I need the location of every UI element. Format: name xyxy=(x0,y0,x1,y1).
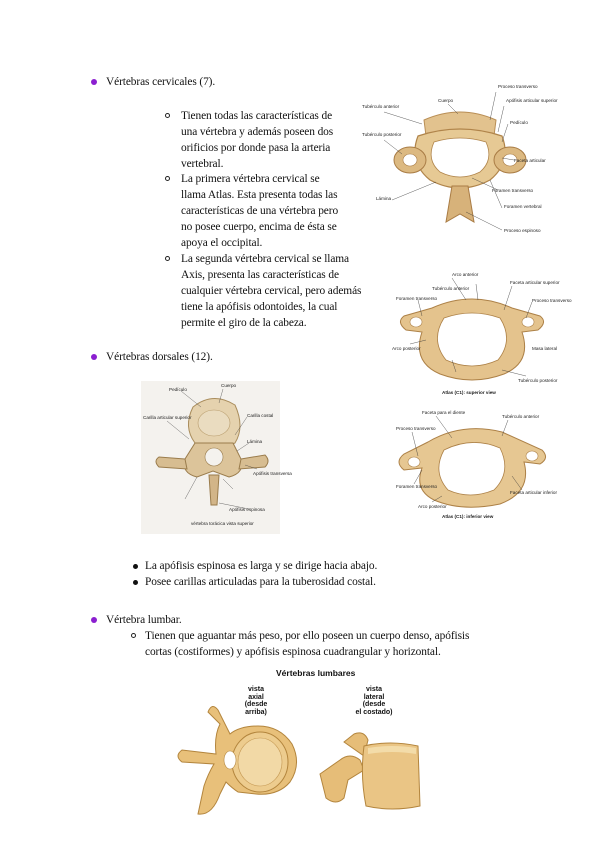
label: Tubérculo anterior xyxy=(432,286,470,291)
heading-lumbar: Vértebra lumbar. xyxy=(106,614,182,626)
label: Pedículo xyxy=(510,120,528,125)
label: Tubérculo posterior xyxy=(362,132,402,137)
atlas-superior-caption: Atlas (C1): superior view xyxy=(442,390,496,395)
atlas-inferior-caption: Atlas (C1): inferior view xyxy=(442,514,494,519)
label: Tubérculo anterior xyxy=(502,414,540,419)
cervical-item-1: Tienen todas las características de una vértebra y además poseen dos orificios por donde pasa la arteria vertebral. xyxy=(181,110,334,170)
label: Arco posterior xyxy=(392,346,421,351)
figure-cervical-vertebra xyxy=(362,82,560,237)
figure-thoracic-vertebra xyxy=(141,381,292,534)
label: Foramen transverso xyxy=(492,188,534,193)
figure-lumbar-vertebrae xyxy=(168,664,436,828)
sub-bullet xyxy=(165,113,170,118)
cervical-item-2: La primera vértebra cervical se llama Atlas. Esta presenta todas las características de una vértebra pero no posee cuerpo, encima de ésta se apoya el occipital. xyxy=(181,173,339,249)
lumbar-item-1: Tienen que aguantar más peso, por ello poseen un cuerpo denso, apófisis cortas (costiformes) y apófisis espinosa cuadrangular y horizontal. xyxy=(145,630,470,658)
label: Faceta para el diente xyxy=(422,410,466,415)
cervical-item-3: La segunda vértebra cervical se llama Axis, presenta las características de cualquier vértebra cervical, pero además tiene la apófisis odontoides, la cual permite el giro de la cabeza. xyxy=(181,253,362,329)
label: Foramen vertebral xyxy=(504,204,542,209)
label: Carilla costal xyxy=(247,413,274,418)
label: Faceta articular superior xyxy=(510,280,560,285)
label: Foramen transverso xyxy=(396,484,438,489)
sub-bullet xyxy=(131,633,136,638)
heading-dorsal: Vértebras dorsales (12). xyxy=(106,351,213,363)
bullet-dorsal xyxy=(91,354,97,360)
sub-bullet xyxy=(165,256,170,261)
lumbar-illustration xyxy=(168,664,436,828)
label: Arco anterior xyxy=(452,272,479,277)
lumbar-lateral-view xyxy=(320,733,420,809)
label: Proceso transverso xyxy=(532,298,572,303)
lumbar-figure-title: Vértebras lumbares xyxy=(276,668,356,678)
label: Cuerpo xyxy=(438,98,454,103)
label: Apófisis transversa xyxy=(253,471,292,476)
lumbar-axial-view xyxy=(178,706,297,814)
label: Tubérculo posterior xyxy=(518,378,558,383)
label: Cuerpo xyxy=(221,383,237,388)
label: Faceta articular xyxy=(514,158,546,163)
label: Proceso transverso xyxy=(396,426,436,431)
dorsal-item-2: Posee carillas articuladas para la tuberosidad costal. xyxy=(145,576,376,588)
figure-caption: vértebra torácica vista superior xyxy=(191,521,254,526)
label: Apófisis articular superior xyxy=(506,98,558,103)
label: Arco posterior xyxy=(418,504,447,509)
sub-bullet xyxy=(165,176,170,181)
figure-atlas-inferior xyxy=(392,410,557,522)
bullet xyxy=(133,564,138,569)
lateral-view-label: vista lateral (desde el costado) xyxy=(355,686,393,716)
dorsal-item-1: La apófisis espinosa es larga y se dirige hacia abajo. xyxy=(145,560,378,572)
label: Lámina xyxy=(376,196,392,201)
label: Pedículo xyxy=(169,387,187,392)
label: Tubérculo anterior xyxy=(362,104,400,109)
label: Lámina xyxy=(247,439,263,444)
figure-atlas-superior xyxy=(392,270,572,400)
label: Foramen transverso xyxy=(396,296,438,301)
bullet-lumbar xyxy=(91,617,97,623)
label: Masa lateral xyxy=(532,346,558,351)
label: Proceso espinoso xyxy=(504,228,541,233)
label: Proceso transverso xyxy=(498,84,538,89)
axial-view-label: vista axial (desde arriba) xyxy=(244,686,268,716)
heading-cervical: Vértebras cervicales (7). xyxy=(106,76,216,88)
label: Carilla articular superior xyxy=(143,415,192,420)
label: Apófisis espinosa xyxy=(229,507,265,512)
bullet-cervical xyxy=(91,79,97,85)
label: Faceta articular inferior xyxy=(510,490,557,495)
bullet xyxy=(133,580,138,585)
